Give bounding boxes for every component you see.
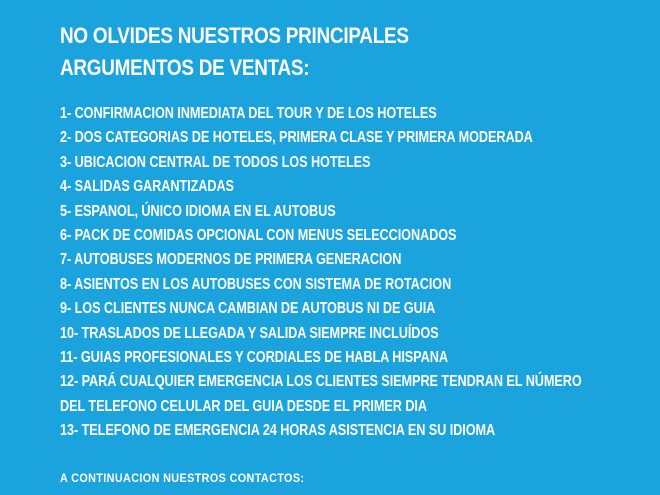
list-item: 3- UBICACION CENTRAL DE TODOS LOS HOTELES (60, 153, 371, 171)
contacts-caption: A CONTINUACION NUESTROS CONTACTOS: (60, 473, 305, 485)
page-title (60, 20, 542, 84)
list-item: 12- PARÁ CUALQUIER EMERGENCIA LOS CLIENTES SIEMPRE TENDRAN EL NÚMERO (60, 373, 582, 391)
page-title-line-1: NO OLVIDES NUESTROS PRINCIPALES (60, 23, 409, 48)
list-item: 1- CONFIRMACION INMEDIATA DEL TOUR Y DE LOS HOTELES (60, 105, 437, 122)
list-item: 7- AUTOBUSES MODERNOS DE PRIMERA GENERACION (60, 251, 402, 269)
list-item: 9- LOS CLIENTES NUNCA CAMBIAN DE AUTOBUS NI DE GUIA (60, 300, 436, 318)
list-item: 5- ESPANOL, ÚNICO IDIOMA EN EL AUTOBUS (60, 202, 336, 220)
list-item-continuation: DEL TELEFONO CELULAR DEL GUIA DESDE EL PRIMER DIA (60, 397, 427, 415)
list-item: 2- DOS CATEGORIAS DE HOTELES, PRIMERA CLASE Y PRIMERA MODERADA (60, 129, 533, 147)
list-item: 10- TRASLADOS DE LLEGADA Y SALIDA SIEMPRE INCLUÍDOS (60, 324, 439, 342)
selling-points-list (60, 102, 582, 443)
page-title-line-2: ARGUMENTOS DE VENTAS: (60, 55, 310, 80)
list-item: 8- ASIENTOS EN LOS AUTOBUSES CON SISTEMA DE ROTACION (60, 275, 452, 293)
list-item: 11- GUIAS PROFESIONALES Y CORDIALES DE HABLA HISPANA (60, 348, 448, 366)
list-item: 4- SALIDAS GARANTIZADAS (60, 178, 234, 196)
list-item: 6- PACK DE COMIDAS OPCIONAL CON MENUS SELECCIONADOS (60, 226, 457, 244)
list-item: 13- TELEFONO DE EMERGENCIA 24 HORAS ASISTENCIA EN SU IDIOMA (60, 422, 496, 440)
